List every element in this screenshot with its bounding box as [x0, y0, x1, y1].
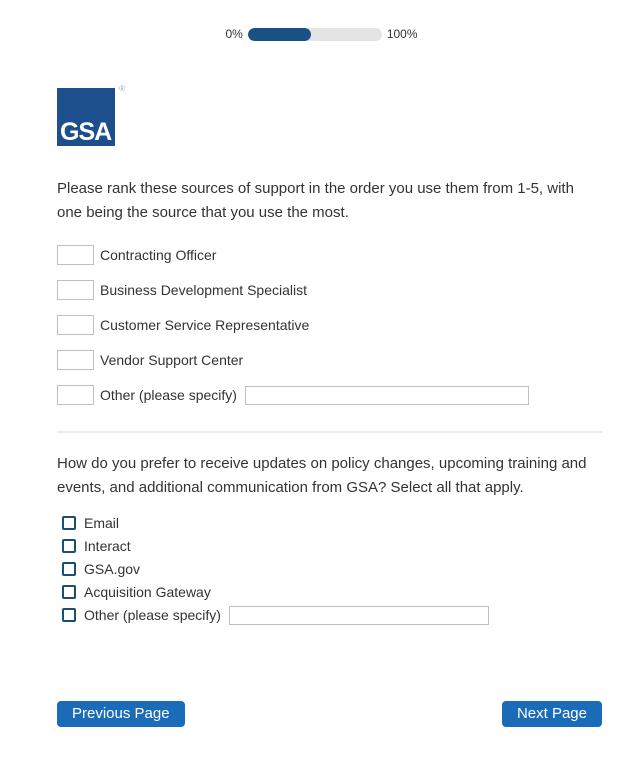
rank-input-vendor-support-center[interactable] [57, 350, 94, 370]
gsa-logo-text: GSA [60, 118, 112, 146]
checkbox-list [57, 514, 602, 624]
registered-trademark-icon: ® [119, 84, 125, 93]
rank-row-vendor-support-center [57, 350, 602, 370]
rank-input-business-development-specialist[interactable] [57, 280, 94, 300]
rank-input-customer-service-representative[interactable] [57, 315, 94, 335]
checkbox-question-prompt: How do you prefer to receive updates on policy changes, upcoming training and events, and additional communication from GSA? Select all that apply. [57, 455, 587, 496]
checkbox-gsa-gov[interactable] [62, 562, 76, 576]
gsa-logo-square [57, 88, 115, 146]
previous-page-button[interactable]: Previous Page [57, 701, 185, 727]
rank-row-business-development-specialist [57, 280, 602, 300]
checkbox-label: Email [84, 515, 120, 531]
rank-label: Contracting Officer [100, 247, 217, 263]
checkbox-label: Acquisition Gateway [84, 584, 211, 600]
rank-row-customer-service-representative [57, 315, 602, 335]
checkbox-email[interactable] [62, 516, 76, 530]
checkbox-label: Interact [84, 538, 131, 554]
rank-row-contracting-officer [57, 245, 602, 265]
section-divider [57, 431, 602, 433]
rank-label: Other (please specify) [100, 387, 237, 403]
progress-fill [248, 28, 311, 41]
checkbox-label: GSA.gov [84, 561, 141, 577]
ranking-list [57, 245, 602, 405]
progress-bar-row [0, 0, 643, 41]
rank-other-specify-input[interactable] [245, 386, 529, 405]
rank-input-contracting-officer[interactable] [57, 245, 94, 265]
checkbox-interact[interactable] [62, 539, 76, 553]
gsa-logo [57, 84, 125, 146]
rank-row-other [57, 385, 602, 405]
rank-input-other[interactable] [57, 385, 94, 405]
checkbox-row-acquisition-gateway [57, 583, 602, 601]
checkbox-row-interact [57, 537, 602, 555]
rank-label: Vendor Support Center [100, 352, 244, 368]
next-page-button[interactable]: Next Page [502, 701, 602, 727]
progress-end-label: 100% [386, 27, 418, 41]
checkbox-other[interactable] [62, 608, 76, 622]
checkbox-label: Other (please specify) [84, 607, 221, 623]
progress-track [248, 28, 382, 41]
progress-start-label: 0% [225, 27, 243, 41]
ranking-question-prompt: Please rank these sources of support in the order you use them from 1-5, with one being the source that you use the most. [57, 180, 574, 221]
checkbox-row-gsa-gov [57, 560, 602, 578]
rank-label: Business Development Specialist [100, 282, 307, 298]
checkbox-row-email [57, 514, 602, 532]
rank-label: Customer Service Representative [100, 317, 310, 333]
checkbox-other-specify-input[interactable] [229, 606, 489, 625]
navigation-row [57, 701, 602, 727]
checkbox-acquisition-gateway[interactable] [62, 585, 76, 599]
checkbox-row-other [57, 606, 602, 624]
